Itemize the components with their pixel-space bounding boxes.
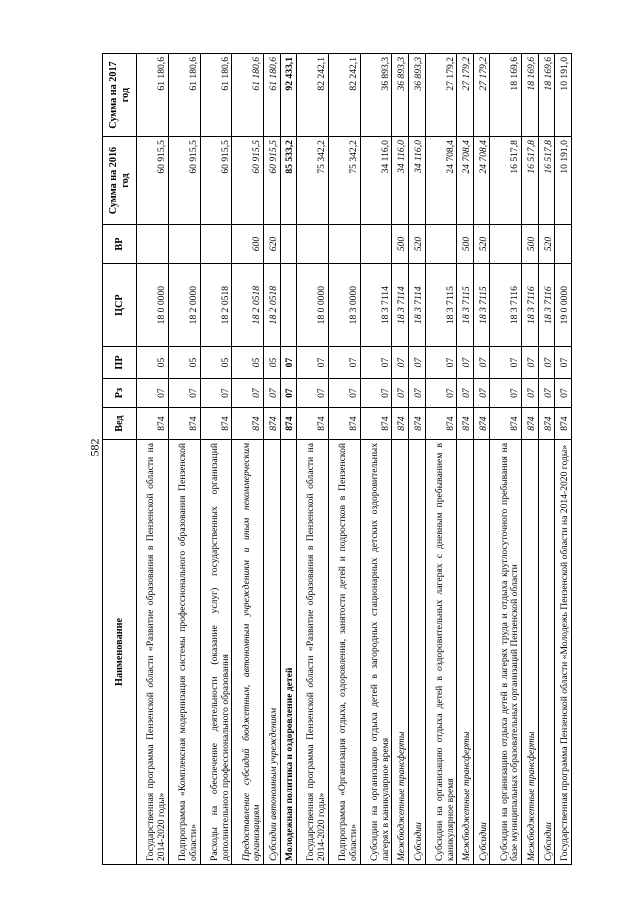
cell-vr — [280, 225, 297, 264]
table-header-row — [103, 54, 137, 865]
header-csr: ЦСР — [103, 264, 137, 347]
cell-ved: 874 — [392, 408, 409, 440]
cell-sum2017: 61 180,6 — [137, 54, 169, 137]
cell-sum2016: 60 915,5 — [168, 137, 200, 225]
budget-table — [102, 53, 572, 865]
cell-rz: 07 — [425, 378, 457, 407]
cell-vr — [490, 225, 522, 264]
table-row — [392, 54, 409, 865]
cell-rz: 07 — [168, 378, 200, 407]
cell-name: Субсидии — [408, 439, 425, 864]
cell-sum2017: 18 169,6 — [522, 54, 539, 137]
cell-ved: 874 — [425, 408, 457, 440]
cell-pr: 07 — [473, 347, 490, 379]
cell-sum2016: 24 708,4 — [457, 137, 474, 225]
cell-sum2017: 18 169,6 — [490, 54, 522, 137]
cell-csr: 18 2 0518 — [200, 264, 232, 347]
cell-vr: 500 — [457, 225, 474, 264]
cell-pr: 07 — [425, 347, 457, 379]
table-row — [490, 54, 522, 865]
table-row — [232, 54, 264, 865]
cell-pr: 07 — [280, 347, 297, 379]
cell-sum2017: 92 433,1 — [280, 54, 297, 137]
cell-rz: 07 — [408, 378, 425, 407]
cell-ved: 874 — [137, 408, 169, 440]
cell-name: Субсидии — [538, 439, 555, 864]
cell-sum2016: 16 517,8 — [522, 137, 539, 225]
cell-ved: 874 — [360, 408, 392, 440]
table-row — [360, 54, 392, 865]
cell-csr: 18 3 0000 — [328, 264, 360, 347]
page-number: 582 — [87, 438, 102, 457]
cell-name: Межбюджетные трансферты — [522, 439, 539, 864]
table-row — [264, 54, 281, 865]
cell-vr — [137, 225, 169, 264]
cell-sum2017: 36 893,3 — [392, 54, 409, 137]
cell-pr: 05 — [232, 347, 264, 379]
cell-csr: 18 3 7116 — [538, 264, 555, 347]
table-row — [168, 54, 200, 865]
cell-csr: 18 0 0000 — [137, 264, 169, 347]
cell-sum2016: 60 915,5 — [200, 137, 232, 225]
cell-csr: 18 3 7115 — [425, 264, 457, 347]
cell-sum2016: 75 342,2 — [328, 137, 360, 225]
cell-csr: 18 3 7115 — [457, 264, 474, 347]
cell-name: Субсидии автономным учреждениям — [264, 439, 281, 864]
cell-vr — [425, 225, 457, 264]
cell-rz: 07 — [490, 378, 522, 407]
header-sum-2016: Сумма на 2016 год — [103, 137, 137, 225]
cell-pr: 07 — [490, 347, 522, 379]
header-name: Наименование — [103, 439, 137, 864]
cell-vr: 500 — [522, 225, 539, 264]
cell-name: Государственная программа Пензенской области «Молодежь Пензенской области на 2014-2020 годы» — [555, 439, 572, 864]
cell-rz: 07 — [137, 378, 169, 407]
cell-pr: 07 — [457, 347, 474, 379]
cell-ved: 874 — [200, 408, 232, 440]
cell-csr: 18 3 7114 — [392, 264, 409, 347]
cell-ved: 874 — [555, 408, 572, 440]
cell-name: Субсидии на организацию отдыха детей в лагерях труда и отдыха круглосуточного пребывания на базе муниципальных образовательных организаций Пензенской области — [490, 439, 522, 864]
cell-vr — [328, 225, 360, 264]
cell-sum2016: 34 116,0 — [392, 137, 409, 225]
cell-name: Подпрограмма «Комплексная модернизация системы профессионального образования Пензенской области» — [168, 439, 200, 864]
cell-sum2017: 82 242,1 — [297, 54, 329, 137]
rotated-page-container — [102, 53, 572, 865]
cell-pr: 07 — [555, 347, 572, 379]
cell-sum2017: 61 180,6 — [232, 54, 264, 137]
cell-ved: 874 — [168, 408, 200, 440]
cell-pr: 05 — [264, 347, 281, 379]
cell-sum2016: 34 116,0 — [360, 137, 392, 225]
cell-ved: 874 — [490, 408, 522, 440]
cell-name: Субсидии — [473, 439, 490, 864]
table-row — [328, 54, 360, 865]
cell-ved: 874 — [408, 408, 425, 440]
cell-name: Субсидии на организацию отдыха детей в загородных стационарных детских оздоровительных лагерях в каникулярное время — [360, 439, 392, 864]
table-row — [280, 54, 297, 865]
cell-csr — [280, 264, 297, 347]
cell-vr: 520 — [538, 225, 555, 264]
cell-name: Субсидии на организацию отдыха детей в оздоровительных лагерях с дневным пребыванием в каникулярное время — [425, 439, 457, 864]
cell-pr: 07 — [328, 347, 360, 379]
cell-sum2016: 10 191,0 — [555, 137, 572, 225]
cell-ved: 874 — [280, 408, 297, 440]
cell-sum2016: 24 708,4 — [473, 137, 490, 225]
cell-sum2016: 85 533,2 — [280, 137, 297, 225]
cell-name: Предоставление субсидий бюджетным, автономным учреждениям и иным некоммерческим организациям — [232, 439, 264, 864]
cell-csr: 18 3 7114 — [360, 264, 392, 347]
cell-sum2016: 24 708,4 — [425, 137, 457, 225]
cell-csr: 18 2 0518 — [232, 264, 264, 347]
header-ved: Вед — [103, 408, 137, 440]
cell-csr: 18 3 7114 — [408, 264, 425, 347]
cell-csr: 18 0 0000 — [297, 264, 329, 347]
cell-rz: 07 — [280, 378, 297, 407]
cell-vr — [555, 225, 572, 264]
cell-pr: 07 — [408, 347, 425, 379]
cell-ved: 874 — [232, 408, 264, 440]
cell-rz: 07 — [360, 378, 392, 407]
cell-vr: 620 — [264, 225, 281, 264]
cell-pr: 07 — [522, 347, 539, 379]
cell-ved: 874 — [297, 408, 329, 440]
cell-ved: 874 — [538, 408, 555, 440]
cell-pr: 07 — [297, 347, 329, 379]
cell-vr: 600 — [232, 225, 264, 264]
cell-rz: 07 — [232, 378, 264, 407]
header-pr: ПР — [103, 347, 137, 379]
cell-rz: 07 — [473, 378, 490, 407]
cell-sum2017: 27 179,2 — [425, 54, 457, 137]
table-body — [137, 54, 572, 865]
cell-rz: 07 — [538, 378, 555, 407]
cell-sum2017: 18 169,6 — [538, 54, 555, 137]
table-row — [473, 54, 490, 865]
cell-csr: 19 0 0000 — [555, 264, 572, 347]
cell-csr: 18 2 0518 — [264, 264, 281, 347]
cell-rz: 07 — [328, 378, 360, 407]
cell-ved: 874 — [522, 408, 539, 440]
cell-name: Подпрограмма «Организация отдыха, оздоровления, занятости детей и подростков в Пензенской области» — [328, 439, 360, 864]
cell-name: Государственная программа Пензенской области «Развитие образования в Пензенской области на 2014-2020 годы» — [297, 439, 329, 864]
cell-rz: 07 — [457, 378, 474, 407]
cell-ved: 874 — [264, 408, 281, 440]
cell-sum2017: 27 179,2 — [457, 54, 474, 137]
cell-sum2017: 61 180,6 — [264, 54, 281, 137]
cell-name: Расходы на обеспечение деятельности (оказание услуг) государственных организаций дополнительного профессионального образования — [200, 439, 232, 864]
table-row — [200, 54, 232, 865]
cell-vr: 500 — [392, 225, 409, 264]
cell-ved: 874 — [457, 408, 474, 440]
cell-ved: 874 — [473, 408, 490, 440]
cell-rz: 07 — [392, 378, 409, 407]
header-sum-2017: Сумма на 2017 год — [103, 54, 137, 137]
table-row — [425, 54, 457, 865]
cell-pr: 05 — [137, 347, 169, 379]
cell-sum2017: 61 180,6 — [200, 54, 232, 137]
cell-sum2016: 16 517,8 — [538, 137, 555, 225]
table-row — [538, 54, 555, 865]
cell-sum2016: 34 116,0 — [408, 137, 425, 225]
cell-sum2016: 75 342,2 — [297, 137, 329, 225]
cell-sum2017: 61 180,6 — [168, 54, 200, 137]
header-vr: ВР — [103, 225, 137, 264]
cell-sum2017: 36 893,3 — [408, 54, 425, 137]
header-rz: Рз — [103, 378, 137, 407]
cell-sum2016: 60 915,5 — [232, 137, 264, 225]
cell-rz: 07 — [522, 378, 539, 407]
table-row — [522, 54, 539, 865]
cell-ved: 874 — [328, 408, 360, 440]
cell-sum2016: 60 915,5 — [137, 137, 169, 225]
cell-sum2017: 36 893,3 — [360, 54, 392, 137]
cell-sum2016: 16 517,8 — [490, 137, 522, 225]
cell-pr: 07 — [538, 347, 555, 379]
cell-name: Молодежная политика и оздоровление детей — [280, 439, 297, 864]
cell-rz: 07 — [555, 378, 572, 407]
cell-csr: 18 3 7115 — [473, 264, 490, 347]
cell-vr: 520 — [408, 225, 425, 264]
cell-csr: 18 3 7116 — [490, 264, 522, 347]
cell-vr: 520 — [473, 225, 490, 264]
cell-pr: 07 — [392, 347, 409, 379]
cell-vr — [297, 225, 329, 264]
cell-rz: 07 — [264, 378, 281, 407]
cell-rz: 07 — [297, 378, 329, 407]
cell-vr — [360, 225, 392, 264]
cell-csr: 18 3 7116 — [522, 264, 539, 347]
cell-rz: 07 — [200, 378, 232, 407]
cell-vr — [200, 225, 232, 264]
cell-name: Межбюджетные трансферты — [457, 439, 474, 864]
table-row — [555, 54, 572, 865]
table-row — [457, 54, 474, 865]
cell-pr: 05 — [200, 347, 232, 379]
table-row — [137, 54, 169, 865]
cell-pr: 07 — [360, 347, 392, 379]
cell-sum2017: 82 242,1 — [328, 54, 360, 137]
cell-vr — [168, 225, 200, 264]
cell-name: Межбюджетные трансферты — [392, 439, 409, 864]
cell-sum2017: 10 191,0 — [555, 54, 572, 137]
cell-pr: 05 — [168, 347, 200, 379]
cell-name: Государственная программа Пензенской области «Развитие образования в Пензенской области на 2014-2020 годы» — [137, 439, 169, 864]
cell-csr: 18 2 0000 — [168, 264, 200, 347]
cell-sum2016: 60 915,5 — [264, 137, 281, 225]
cell-sum2017: 27 179,2 — [473, 54, 490, 137]
table-row — [297, 54, 329, 865]
table-row — [408, 54, 425, 865]
